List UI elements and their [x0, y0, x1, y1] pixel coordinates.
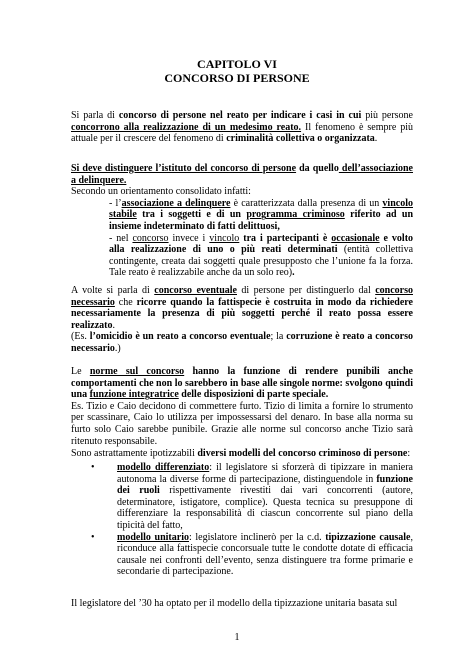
models-list — [71, 462, 413, 578]
item-associazione: - l’associazione a delinquere è caratterizzata dalla presenza di un vincolo stabile tra i soggetti e di un programma criminoso riferito ad un insieme indeterminato di fatti delittuosi, — [109, 197, 414, 232]
example-furto: Es. Tizio e Caio decidono di commettere furto. Tizio di limita a fornire lo strumento per scassinare, Caio lo utilizza per impossessarsi del denaro. In base alla norma su furto solo Caio sarebbe punibile. Grazie alle norme sul concorso anche Tizio sarà ritenuto responsabile. — [71, 400, 413, 447]
paragraph-modelli: Sono astrattamente ipotizzabili diversi modelli del concorso criminoso di persone: — [71, 448, 411, 459]
chapter-title: CONCORSO DI PERSONE — [164, 71, 310, 85]
page-number: 1 — [234, 632, 240, 643]
list-item: • modello unitario: legislatore inclinerò per la c.d. tipizzazione causale, riconduce alla fattispecie concorsuale tutte le condotte dotate di efficacia causale nei confronti dell’evento, senza distinguere tra forme primarie e secondarie di partecipazione. — [91, 531, 413, 578]
chapter-number: CAPITOLO VI — [197, 57, 277, 71]
paragraph-distinction: Si deve distinguere l’istituto del concorso di persone da quello dell’associazione a delinquere. Secondo un orientamento consolidato infatti: - l’associazione a delinquere è caratterizzata dalla presenza di un vincolo stabile tra i soggetti e di un programma criminoso riferito ad un insieme indeterminato di fatti delittuosi, - nel concorso invece i vincolo tra i partecipanti è occasionale e volto alla realizzazione di uno o più reati determinati (entità collettiva contingente, creata dai soggetti quale presupposto che l’unione fa la forza. Tale reato è realizzabile anche da un solo reo). — [71, 163, 414, 279]
bullet-icon: • — [91, 531, 95, 543]
item-concorso: - nel concorso invece i vincolo tra i partecipanti è occasionale e volto alla realizzazione di uno o più reati determinati (entità collettiva contingente, creata dai soggetti quale presupposto che l’unione fa la forza. Tale reato è realizzabile anche da un solo reo). — [109, 232, 414, 279]
paragraph-concorso-eventuale: A volte si parla di concorso eventuale di persone per distinguerlo dal concorso necessario che ricorre quando la fattispecie è costruita in modo da richiedere necessariamente la presenza di più soggetti perché il reato possa essere realizzato. (Es. l’omicidio è un reato a concorso eventuale; la corruzione è reato a concorso necessario.) — [71, 285, 413, 354]
bullet-icon: • — [91, 462, 95, 473]
list-item: • modello differenziato: il legislatore si sforzerà di tipizzare in maniera autonoma la diverse forme di partecipazione, distinguendole in funzione dei ruoli rispettivamente rivestiti dai vari concorrenti (autore, determinatore, istigatore, complice). Questa tecnica su presuppone di differenziare la responsabilità di ciascun concorrente sul piano della tipicità del fatto, — [91, 462, 414, 531]
paragraph-norme-concorso: Le norme sul concorso hanno la funzione di rendere punibili anche comportamenti che non lo sarebbero in base alle singole norme: svolgono quindi una funzione integratrice delle disposizioni di parte speciale. Es. Tizio e Caio decidono di commettere furto. Tizio di limita a fornire lo strumento per scassinare, Caio lo utilizza per impossessarsi del denaro. In base alla norma su furto solo Caio sarebbe punibile. Grazie alle norme sul concorso anche Tizio sarà ritenuto responsabile. — [71, 366, 413, 447]
paragraph-legislatore: Il legislatore del ’30 ha optato per il modello della tipizzazione unitaria basata sul — [71, 598, 398, 609]
paragraph-intro: Si parla di concorso di persone nel reato per indicare i casi in cui più persone concorrono alla realizzazione di un medesimo reato. Il fenomeno è sempre più attuale per il crescere del fenomeno di criminalità collettiva o organizzata. — [71, 110, 414, 145]
example-line: (Es. l’omicidio è un reato a concorso eventuale; la corruzione è reato a concorso necessario.) — [71, 331, 413, 354]
intro-line: Secondo un orientamento consolidato infatti: — [71, 186, 251, 198]
